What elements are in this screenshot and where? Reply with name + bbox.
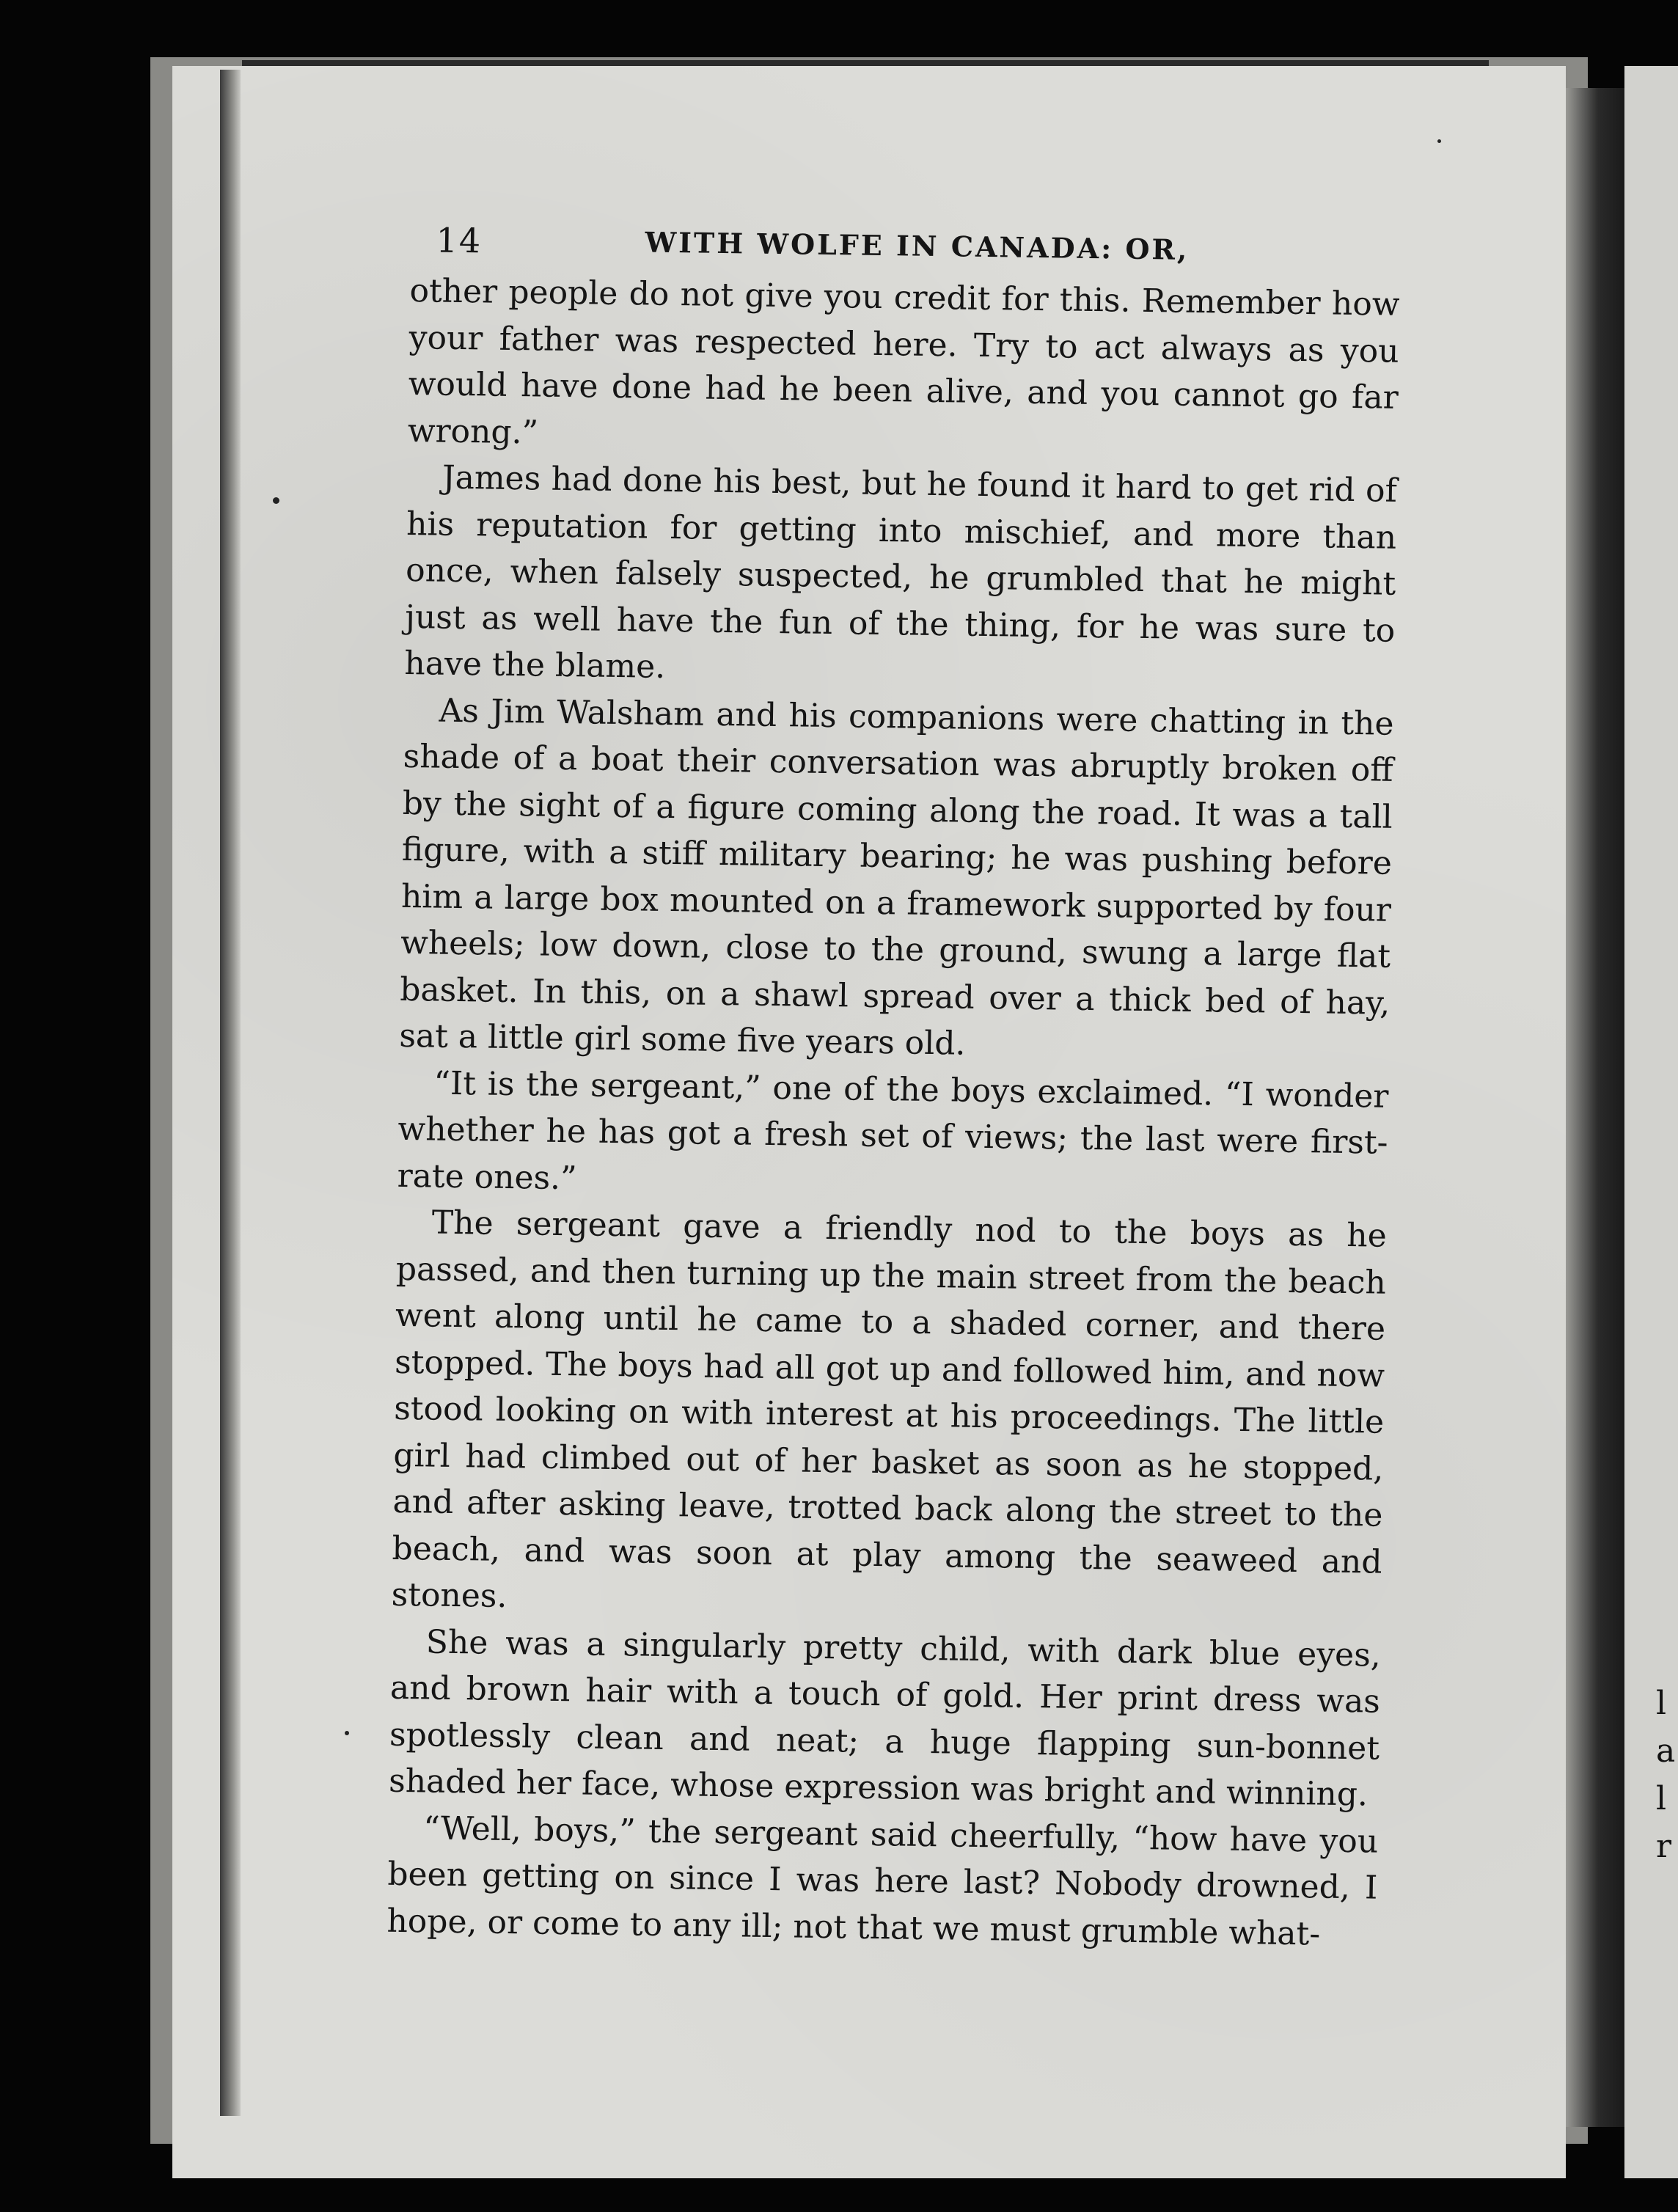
paragraph: She was a singularly pretty child, with dark blue eyes, and brown hair with a touch of gold. Her print dress was spotlessly clean and neat; a huge flapping sun-bonnet shaded her face, whose expression was bright and winning.	[388, 1622, 1382, 1814]
paragraph: James had done his best, but he found it hard to get rid of his reputation for getting into mischief, and more than once, when falsely suspected, he grumbled that he might just as well have the fun of the thing, for he was sure to have the blame.	[404, 458, 1398, 686]
fragment-letter: l	[1656, 1685, 1667, 1722]
paragraph: As Jim Walsham and his companions were chatting in the shade of a boat their conversation was abruptly broken off by the sight of a figure coming along the road. It was a tall figure, with a stiff military bearing; he was pushing before him a large box mounted on a framework supported by four wheels; low down, close to the ground, swung a large flat basket. In this, on a shawl spread over a thick bed of hay, sat a little girl some five years old.	[399, 692, 1394, 1063]
fragment-letter: r	[1656, 1828, 1672, 1865]
book-gutter	[1566, 88, 1624, 2127]
ink-fleck	[345, 1731, 349, 1735]
body-text	[386, 268, 1400, 1958]
page-number: 14	[436, 220, 483, 261]
paragraph: other people do not give you credit for this. Remember how your father was respected here. Try to act always as you would have done had he been alive, and you cannot go far wrong.”	[407, 271, 1400, 451]
paragraph: “It is the sergeant,” one of the boys exclaimed. “I wonder whether he has got a fresh set of views; the last were first-rate ones.”	[397, 1064, 1389, 1197]
fragment-letter: l	[1656, 1780, 1667, 1817]
ink-fleck	[1437, 139, 1441, 143]
page-left-edge	[220, 70, 241, 2116]
fragment-letter: a	[1656, 1732, 1676, 1770]
paragraph: The sergeant gave a friendly nod to the boys as he passed, and then turning up the main street from the beach went along until he came to a shaded corner, and there stopped. The boys had all got up and followed him, and now stood looking on with interest at his proceedings. The little girl had climbed out of her basket as soon as he stopped, and after asking leave, trotted back along the street to the beach, and was soon at play among the seaweed and stones.	[391, 1204, 1388, 1616]
paragraph: “Well, boys,” the sergeant said cheerfully, “how have you been getting on since I was here last? Nobody drowned, I hope, or come to any ill; not that we must grumble what-	[386, 1809, 1379, 1953]
facing-page-text-fragments	[1656, 1680, 1675, 1870]
top-edge-rule	[242, 60, 1489, 66]
running-title: WITH WOLFE IN CANADA: OR,	[645, 225, 1190, 266]
text-block	[386, 216, 1401, 1958]
ink-fleck	[273, 497, 279, 504]
